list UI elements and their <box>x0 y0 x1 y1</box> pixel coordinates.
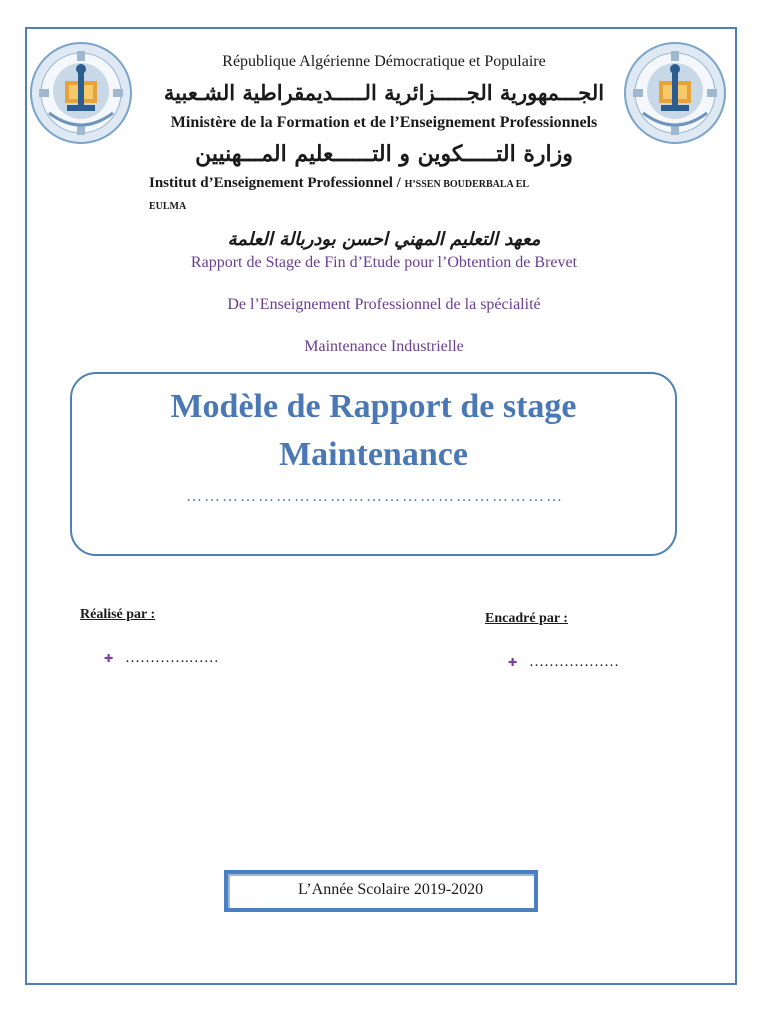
title-placeholder-dots: ……………………………………………………… <box>186 488 564 505</box>
institute-name-part1: H’SSEN BOUDERBALA EL <box>404 179 530 190</box>
document-title-line-2: Maintenance <box>279 436 468 473</box>
bullet-icon: ✚ <box>508 657 518 669</box>
ministry-name-fr: Ministère de la Formation et de l’Enseignement Professionnels <box>170 114 598 131</box>
realise-par-label: Réalisé par : <box>80 607 156 622</box>
encadre-par-label: Encadré par : <box>485 611 568 626</box>
report-line-2: De l’Enseignement Professionnel de la spécialité <box>227 296 541 313</box>
ministry-name-ar: وزارة التـــــكوين و التــــــعليم المـــهنيين <box>195 141 573 167</box>
institute-line <box>149 175 529 192</box>
encadre-par-entry <box>508 654 619 671</box>
republic-name-ar: الجـــمهورية الجـــــزائرية الـــــديمقراطية الشـعبية <box>163 80 605 105</box>
school-year-box <box>224 870 538 912</box>
report-line-3: Maintenance Industrielle <box>304 338 464 355</box>
institute-name-ar: معهد التعليم المهني احسن بودربالة العلمة <box>227 229 541 250</box>
institute-name-part2: EULMA <box>149 201 187 212</box>
encadre-par-value: ……………… <box>528 654 619 670</box>
republic-name-fr: République Algérienne Démocratique et Populaire <box>222 53 546 70</box>
realise-par-entry <box>104 650 219 667</box>
institute-prefix: Institut d’Enseignement Professionnel / <box>149 175 405 191</box>
bullet-icon: ✚ <box>104 653 114 665</box>
report-line-1: Rapport de Stage de Fin d’Etude pour l’Obtention de Brevet <box>190 254 578 271</box>
document-title-line-1: Modèle de Rapport de stage <box>170 388 577 425</box>
title-box <box>70 372 677 556</box>
realise-par-value: ………….…… <box>124 650 219 666</box>
school-year-label: L’Année Scolaire 2019-2020 <box>298 881 484 898</box>
